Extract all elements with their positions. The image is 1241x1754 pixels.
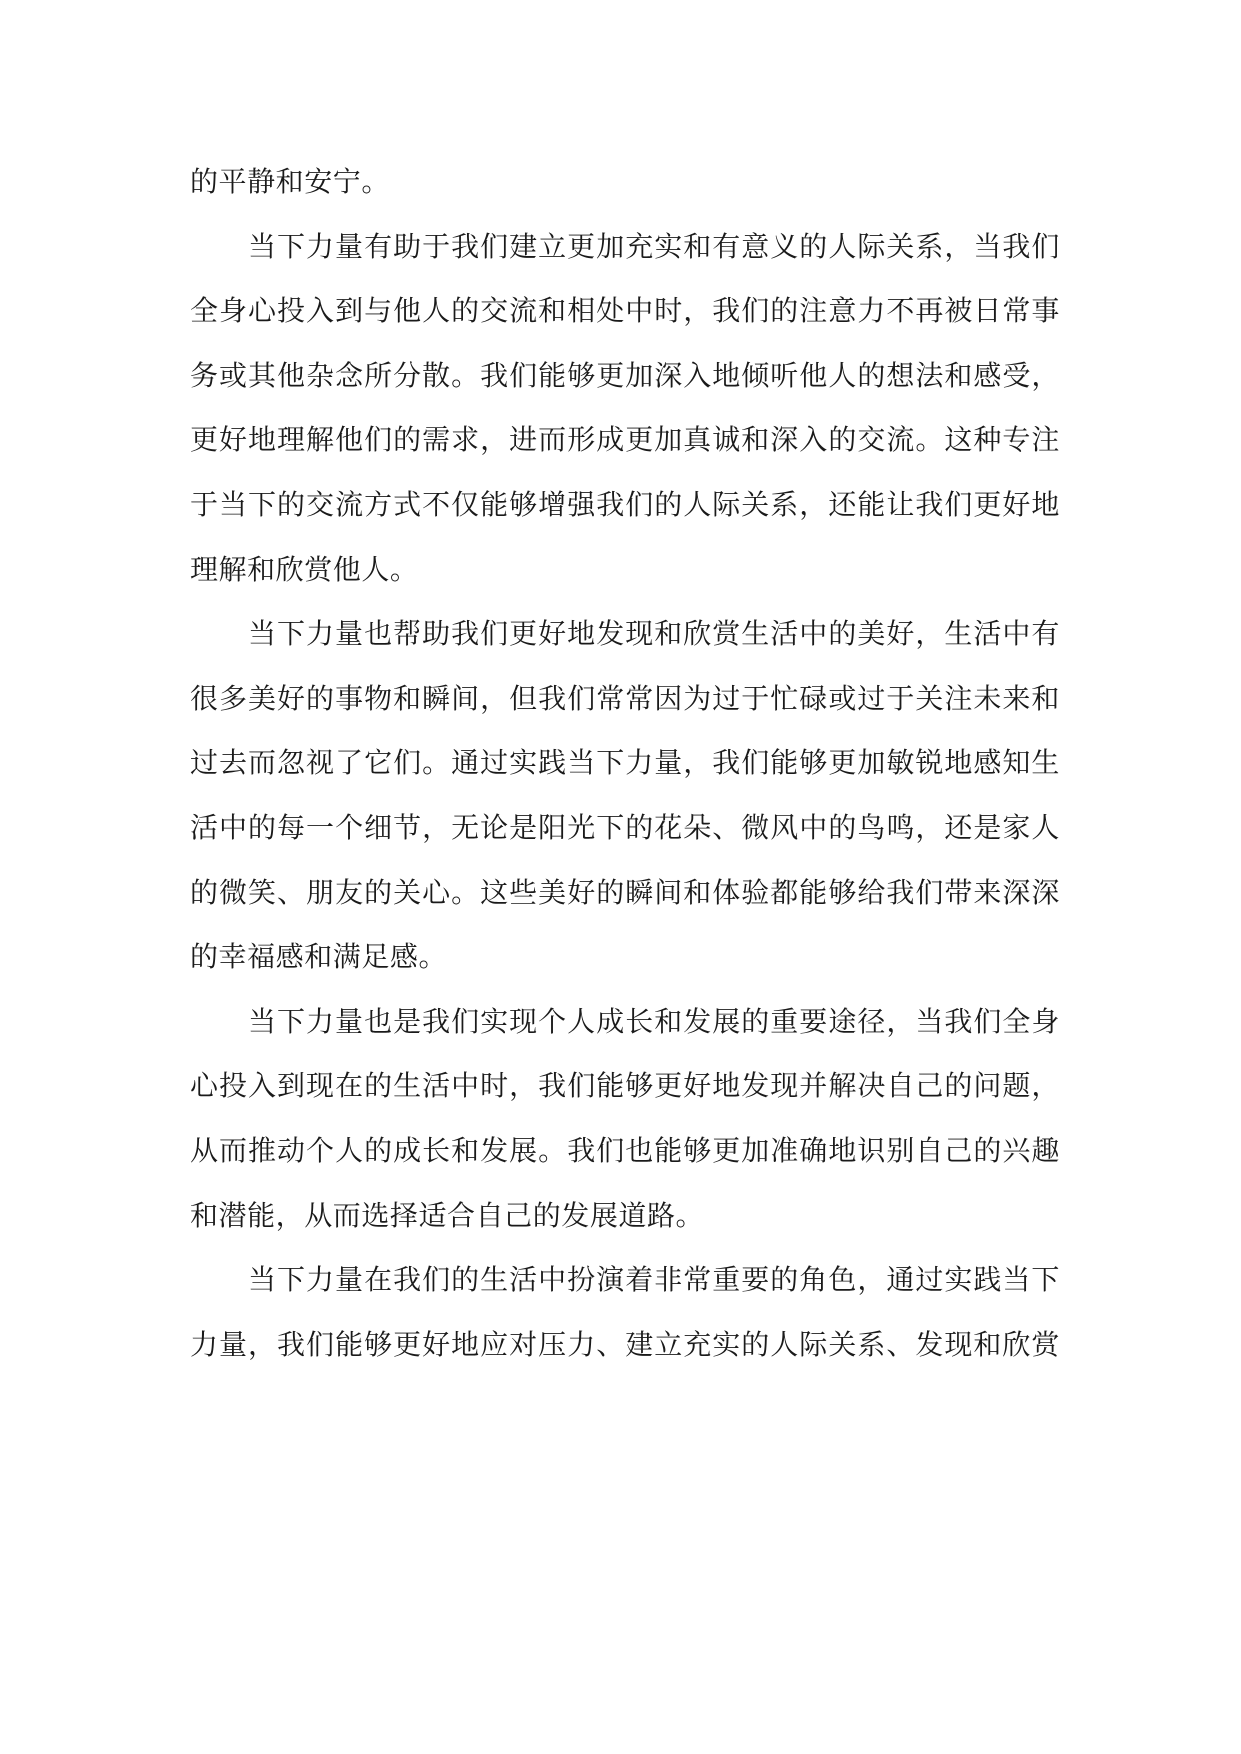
paragraph — [190, 990, 1060, 1248]
text-line: 很多美好的事物和瞬间，但我们常常因为过于忙碌或过于关注未来和 — [190, 681, 1060, 715]
text-line: 更好地理解他们的需求，进而形成更加真诚和深入的交流。这种专注 — [190, 423, 1060, 457]
text-line: 的幸福感和满足感。 — [190, 940, 448, 974]
text-line: 务或其他杂念所分散。我们能够更加深入地倾听他人的想法和感受， — [190, 358, 1060, 392]
text-line: 的平静和安宁。 — [190, 165, 390, 198]
text-line: 当下力量也帮助我们更好地发现和欣赏生活中的美好，生活中有 — [248, 617, 1060, 651]
text-line: 心投入到现在的生活中时，我们能够更好地发现并解决自己的问题， — [190, 1069, 1060, 1103]
text-line: 过去而忽视了它们。通过实践当下力量，我们能够更加敏锐地感知生 — [190, 746, 1060, 780]
text-line: 力量，我们能够更好地应对压力、建立充实的人际关系、发现和欣赏 — [190, 1327, 1060, 1361]
text-line: 当下力量在我们的生活中扮演着非常重要的角色，通过实践当下 — [248, 1263, 1060, 1297]
text-line: 当下力量有助于我们建立更加充实和有意义的人际关系，当我们 — [248, 229, 1060, 263]
text-line: 和潜能，从而选择适合自己的发展道路。 — [190, 1198, 705, 1232]
paragraph — [190, 602, 1060, 990]
text-line: 活中的每一个细节，无论是阳光下的花朵、微风中的鸟鸣，还是家人 — [190, 810, 1060, 844]
paragraph — [190, 215, 1060, 603]
text-line: 的微笑、朋友的关心。这些美好的瞬间和体验都能够给我们带来深深 — [190, 875, 1060, 909]
text-line: 当下力量也是我们实现个人成长和发展的重要途径，当我们全身 — [248, 1004, 1060, 1038]
paragraph — [190, 1248, 1060, 1377]
text-line: 理解和欣赏他人。 — [190, 552, 419, 586]
paragraph — [190, 150, 1060, 215]
text-line: 于当下的交流方式不仅能够增强我们的人际关系，还能让我们更好地 — [190, 487, 1060, 521]
text-line: 全身心投入到与他人的交流和相处中时，我们的注意力不再被日常事 — [190, 294, 1060, 328]
document-page — [190, 150, 1060, 1377]
text-line: 从而推动个人的成长和发展。我们也能够更加准确地识别自己的兴趣 — [190, 1133, 1060, 1167]
